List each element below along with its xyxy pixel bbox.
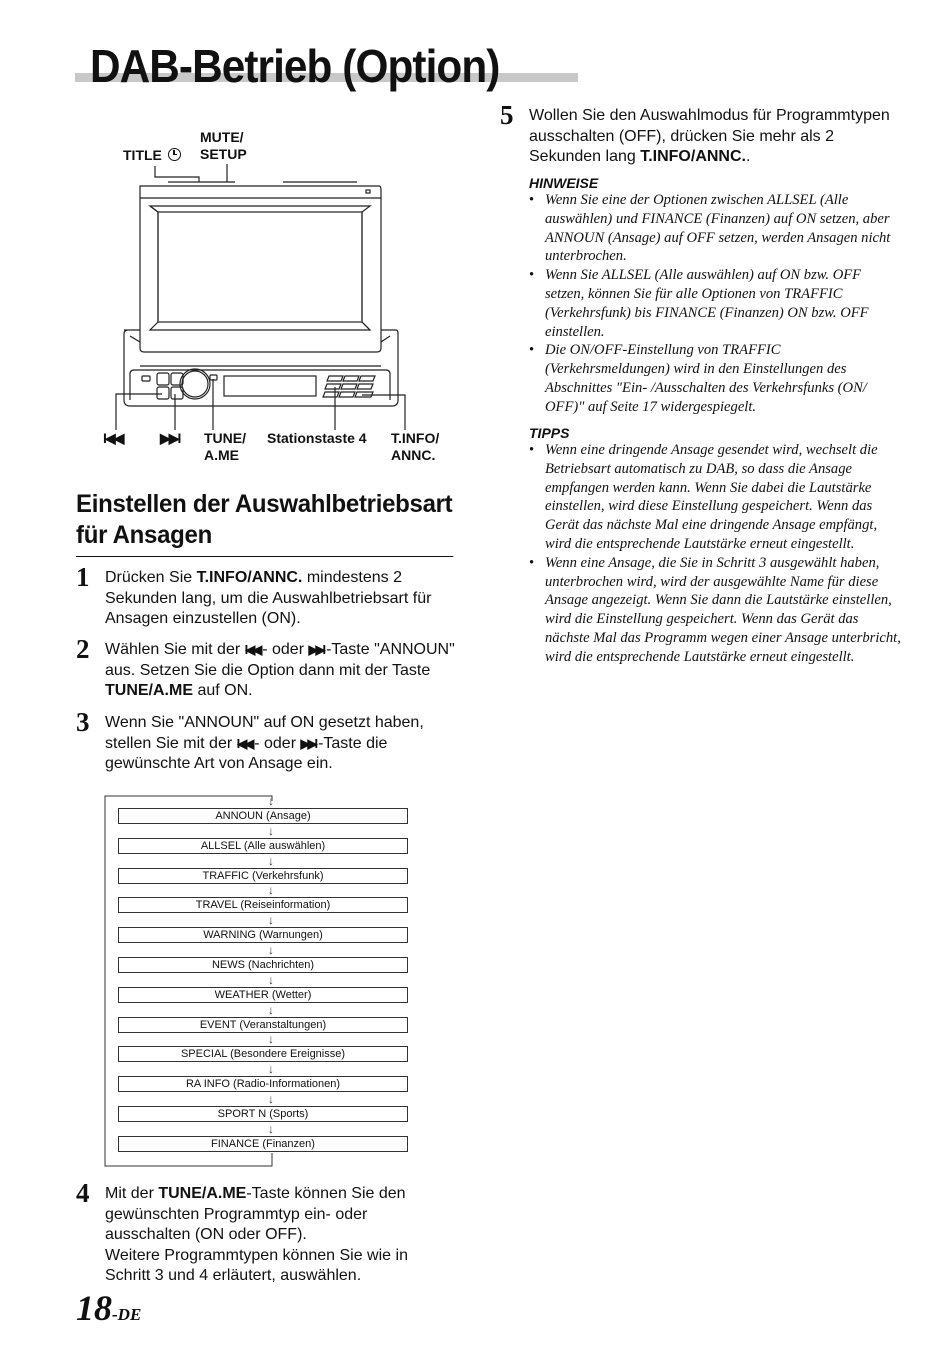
hinweise-item: • Wenn Sie eine der Optionen zwischen ALLSEL (Alle auswählen) und FINANCE (Finanzen) auf ON setzen, aber ANNOUN (Ansage) auf OFF setzen, werden Ansagen nicht unterbrochen. — [529, 191, 901, 266]
car-stereo-illustration — [100, 120, 460, 470]
tipps-heading: TIPPS — [529, 425, 570, 441]
label-station-4: Stationstaste 4 — [267, 430, 367, 446]
flow-arrow-icon: ↓ — [268, 854, 274, 868]
flow-item: ALLSEL (Alle auswählen) — [118, 838, 408, 854]
flow-item: NEWS (Nachrichten) — [118, 957, 408, 973]
flow-item: EVENT (Veranstaltungen) — [118, 1017, 408, 1033]
step-1 — [76, 562, 456, 630]
flow-item: TRAFFIC (Verkehrsfunk) — [118, 868, 408, 884]
flow-arrow-icon: ↓ — [268, 1032, 274, 1046]
flow-arrow-icon: ↓ — [268, 794, 274, 808]
flow-item: TRAVEL (Reiseinformation) — [118, 897, 408, 913]
flow-arrow-icon: ↓ — [268, 913, 274, 927]
step-number: 4 — [76, 1178, 90, 1208]
flow-item: WEATHER (Wetter) — [118, 987, 408, 1003]
label-prev-button: I◀◀ — [103, 430, 123, 446]
step-5 — [500, 100, 900, 168]
label-next-button: ▶▶I — [160, 430, 180, 446]
hinweise-list — [529, 191, 901, 417]
step-2 — [76, 634, 456, 702]
label-tinfo-annc: T.INFO/ ANNC. — [391, 430, 440, 463]
step-number: 1 — [76, 562, 90, 592]
flow-arrow-icon: ↓ — [268, 1062, 274, 1076]
step-text: Wenn Sie "ANNOUN" auf ON gesetzt haben, stellen Sie mit der I◀◀ - oder ▶▶I -Taste die gewünschte Art von Ansage ein. — [105, 714, 424, 772]
hinweise-item: • Die ON/OFF-Einstellung von TRAFFIC (Verkehrsmeldungen) wird in den Einstellungen des Abschnittes "Ein- /Ausschalten des Verkehrsfunks (ON/ OFF)" auf Seite 17 widergespiegelt. — [529, 341, 901, 416]
flow-arrow-icon: ↓ — [268, 1092, 274, 1106]
next-track-icon: ▶▶I — [308, 642, 324, 657]
flow-arrow-icon: ↓ — [268, 824, 274, 838]
step-4 — [76, 1178, 456, 1287]
flow-arrow-icon: ↓ — [268, 1003, 274, 1017]
step-3 — [76, 707, 456, 775]
hinweise-item: • Wenn Sie ALLSEL (Alle auswählen) auf ON bzw. OFF setzen, können Sie für alle Optionen von TRAFFIC (Verkehrsfunk) bis FINANCE (Finanzen) ON bzw. OFF einstellen. — [529, 266, 901, 341]
tipps-item: • Wenn eine Ansage, die Sie in Schritt 3 ausgewählt haben, unterbrochen wird, wird der ausgewählte Name für diese Ansage angezeigt. Wenn Sie dann die Lautstärke einstellen, wird die Einstellung gespeichert. Wenn das Gerät das nächste Mal das Programm wegen einer Ansage unterbricht, wird die entsprechende Lautstärke erneut eingestellt. — [529, 554, 901, 667]
label-mute-setup: MUTE/ SETUP — [200, 129, 247, 162]
clock-icon — [168, 148, 181, 161]
next-track-icon: ▶▶I — [300, 735, 316, 751]
tipps-list — [529, 441, 901, 667]
flow-item: ANNOUN (Ansage) — [118, 808, 408, 824]
step-text: Wollen Sie den Auswahlmodus für Programmtypen ausschalten (OFF), drücken Sie mehr als 2 Sekunden lang T.INFO/ANNC.. — [529, 107, 890, 165]
tipps-item: • Wenn eine dringende Ansage gesendet wird, wechselt die Betriebsart automatisch zu DAB, so dass die Ansage empfangen werden kann. Wenn Sie dabei die Lautstärke einstellen, wird diese Einstellung gespeichert. Wenn das Gerät das nächste Mal eine dringende Ansage empfängt, wird die entsprechende Lautstärke erneut eingestellt. — [529, 441, 901, 554]
step-text: Drücken Sie T.INFO/ANNC. mindestens 2 Sekunden lang, um die Auswahlbetriebsart für Ansagen einzustellen (ON). — [105, 569, 432, 627]
hinweise-heading: HINWEISE — [529, 175, 599, 191]
prev-track-icon: I◀◀ — [236, 735, 252, 751]
step-number: 2 — [76, 634, 90, 664]
step-text: Mit der TUNE/A.ME-Taste können Sie den gewünschten Programmtyp ein- oder ausschalten (ON oder OFF). Weitere Programmtypen können Sie wie in Schritt 3 und 4 erläutert, auswählen. — [105, 1185, 408, 1284]
tipps-block — [529, 425, 901, 667]
label-tune-ame: TUNE/ A.ME — [204, 430, 246, 463]
flow-item: SPECIAL (Besondere Ereignisse) — [118, 1046, 408, 1062]
flow-arrow-icon: ↓ — [268, 973, 274, 987]
flow-arrow-icon: ↓ — [268, 1122, 274, 1136]
device-figure — [100, 120, 460, 470]
label-title: TITLE — [123, 147, 181, 164]
flow-arrow-icon: ↓ — [268, 943, 274, 957]
step-number: 3 — [76, 707, 90, 737]
hinweise-block — [529, 175, 901, 417]
section-heading: Einstellen der Auswahlbetriebsart für Ansagen — [76, 489, 453, 557]
flow-item: FINANCE (Finanzen) — [118, 1136, 408, 1152]
flow-item: RA INFO (Radio-Informationen) — [118, 1076, 408, 1092]
flow-item: SPORT N (Sports) — [118, 1106, 408, 1122]
step-text: Wählen Sie mit der I◀◀ - oder ▶▶I -Taste "ANNOUN" aus. Setzen Sie die Option dann mit der Taste TUNE/A.ME auf ON. — [105, 641, 455, 699]
page-title: DAB-Betrieb (Option) — [90, 40, 500, 92]
flow-arrow-icon: ↓ — [268, 883, 274, 897]
page-number: 18-DE — [76, 1288, 142, 1328]
prev-track-icon: I◀◀ — [244, 642, 260, 657]
flow-item: WARNING (Warnungen) — [118, 927, 408, 943]
step-number: 5 — [500, 100, 514, 130]
